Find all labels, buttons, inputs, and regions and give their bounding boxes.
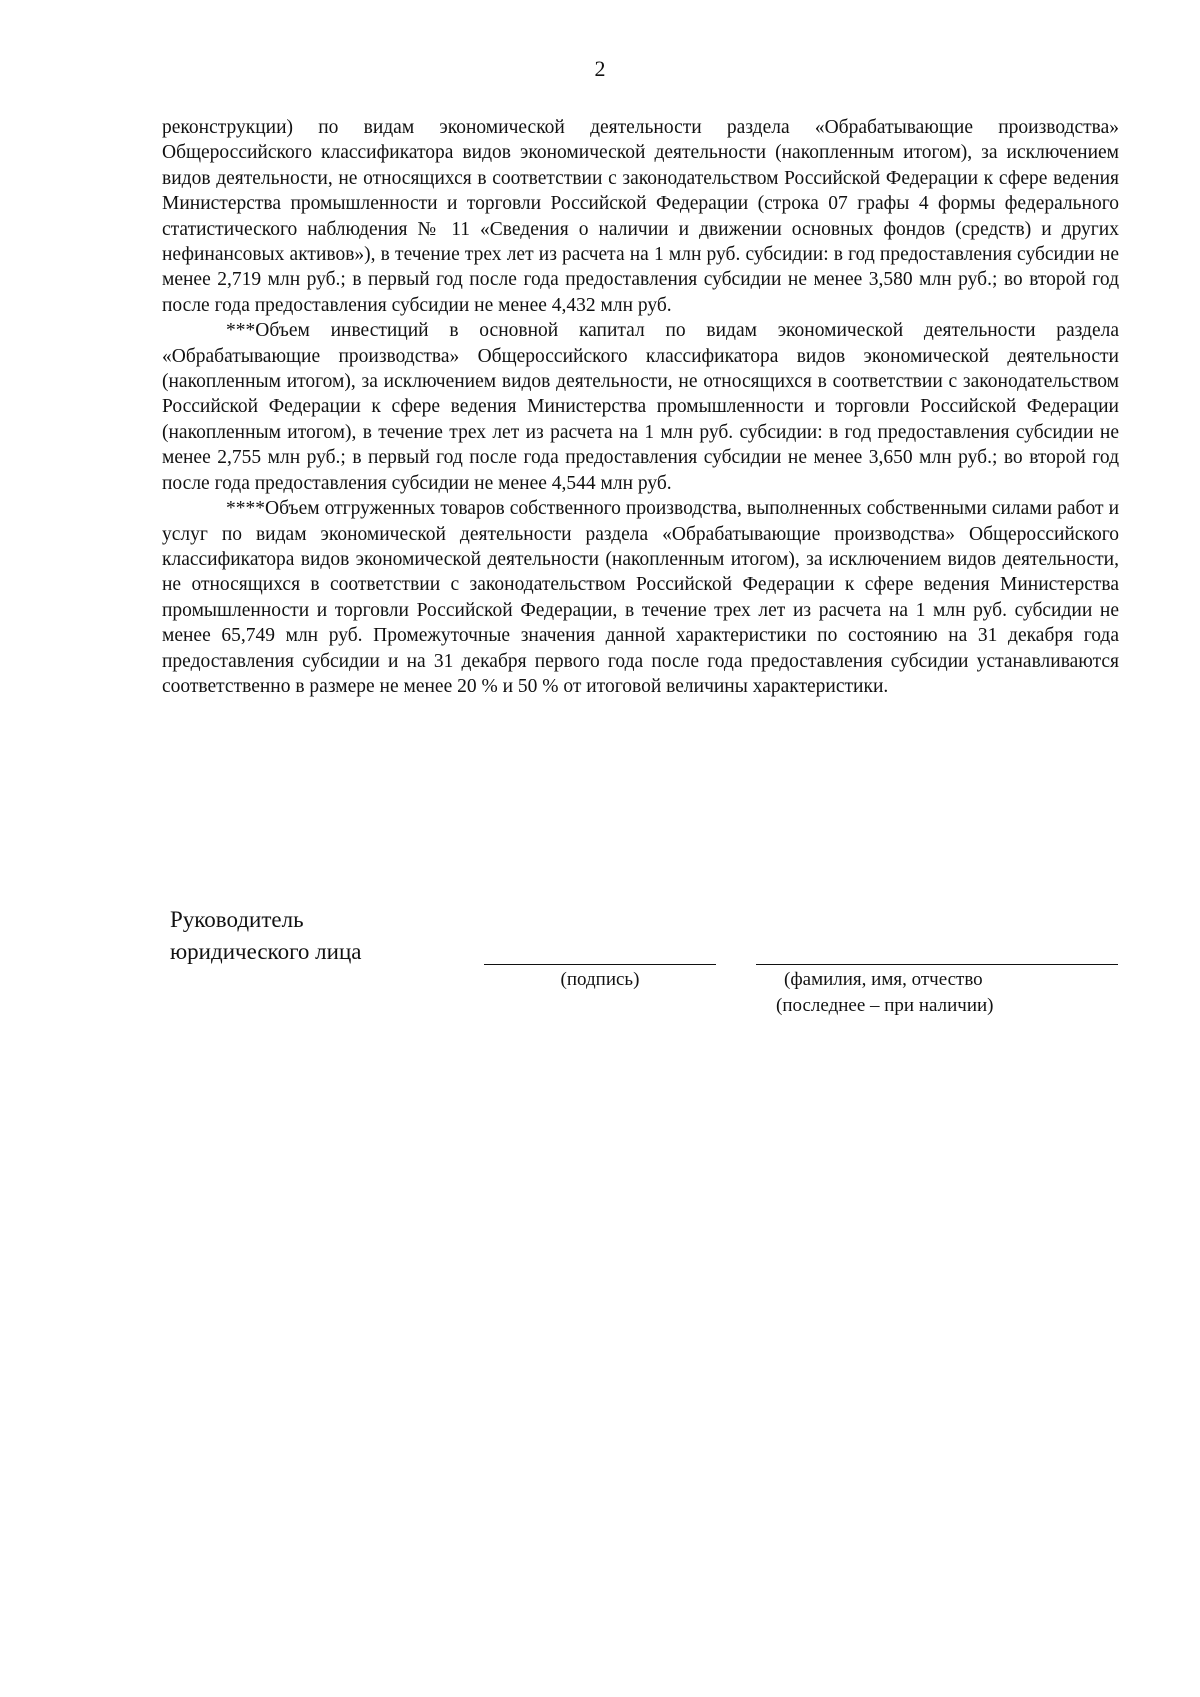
signature-caption: (подпись) (560, 969, 640, 990)
full-name-caption-line2: (последнее – при наличии) (776, 995, 994, 1016)
footnote-triple-asterisk: ***Объем инвестиций в основной капитал по видам экономической деятельности раздела «Обрабатывающие производства» Общероссийского классификатора видов экономической деятельности (накопленным итогом), за исключением видов деятельности, не относящихся в соответствии с законодательством Российской Федерации к сфере ведения Министерства промышленности и торговли Российской Федерации (накопленным итогом), в течение трех лет из расчета на 1 млн руб. субсидии: в год предоставления субсидии не менее 2,755 млн руб.; в первый год после года предоставления субсидии не менее 3,650 млн руб.; во второй год после года предоставления субсидии не менее 4,544 млн руб. (162, 320, 1119, 494)
document-body (162, 115, 1119, 699)
signatory-title (170, 904, 361, 968)
page-number: 2 (594, 56, 606, 81)
signature-line (484, 964, 716, 965)
paragraph-investments-continued: реконструкции) по видам экономической деятельности раздела «Обрабатывающие производства» Общероссийского классификатора видов экономической деятельности (накопленным итогом), за исключением видов деятельности, не относящихся в соответствии с законодательством Российской Федерации к сфере ведения Министерства промышленности и торговли Российской Федерации (строка 07 графы 4 формы федерального статистического наблюдения № 11 «Сведения о наличии и движении основных фондов (средств) и других нефинансовых активов»), в течение трех лет из расчета на 1 млн руб. субсидии: в год предоставления субсидии не менее 2,719 млн руб.; в первый год после года предоставления субсидии не менее 3,580 млн руб.; во второй год после года предоставления субсидии не менее 4,432 млн руб. (162, 117, 1119, 316)
footnote-quadruple-asterisk: ****Объем отгруженных товаров собственного производства, выполненных собственными силами работ и услуг по видам экономической деятельности раздела «Обрабатывающие производства» Общероссийского классификатора видов экономической деятельности (накопленным итогом), за исключением видов деятельности, не относящихся в соответствии с законодательством Российской Федерации к сфере ведения Министерства промышленности и торговли Российской Федерации, в течение трех лет из расчета на 1 млн руб. субсидии не менее 65,749 млн руб. Промежуточные значения данной характеристики по состоянию на 31 декабря года предоставления субсидии и на 31 декабря первого года после года предоставления субсидии устанавливаются соответственно в размере не менее 20 % и 50 % от итоговой величины характеристики. (162, 498, 1119, 697)
signatory-title-line2: юридического лица (170, 939, 362, 964)
full-name-line (756, 964, 1118, 965)
full-name-caption-line1: (фамилия, имя, отчество (784, 969, 983, 990)
signatory-title-line1: Руководитель (170, 907, 304, 932)
full-name-caption (776, 967, 1056, 1019)
